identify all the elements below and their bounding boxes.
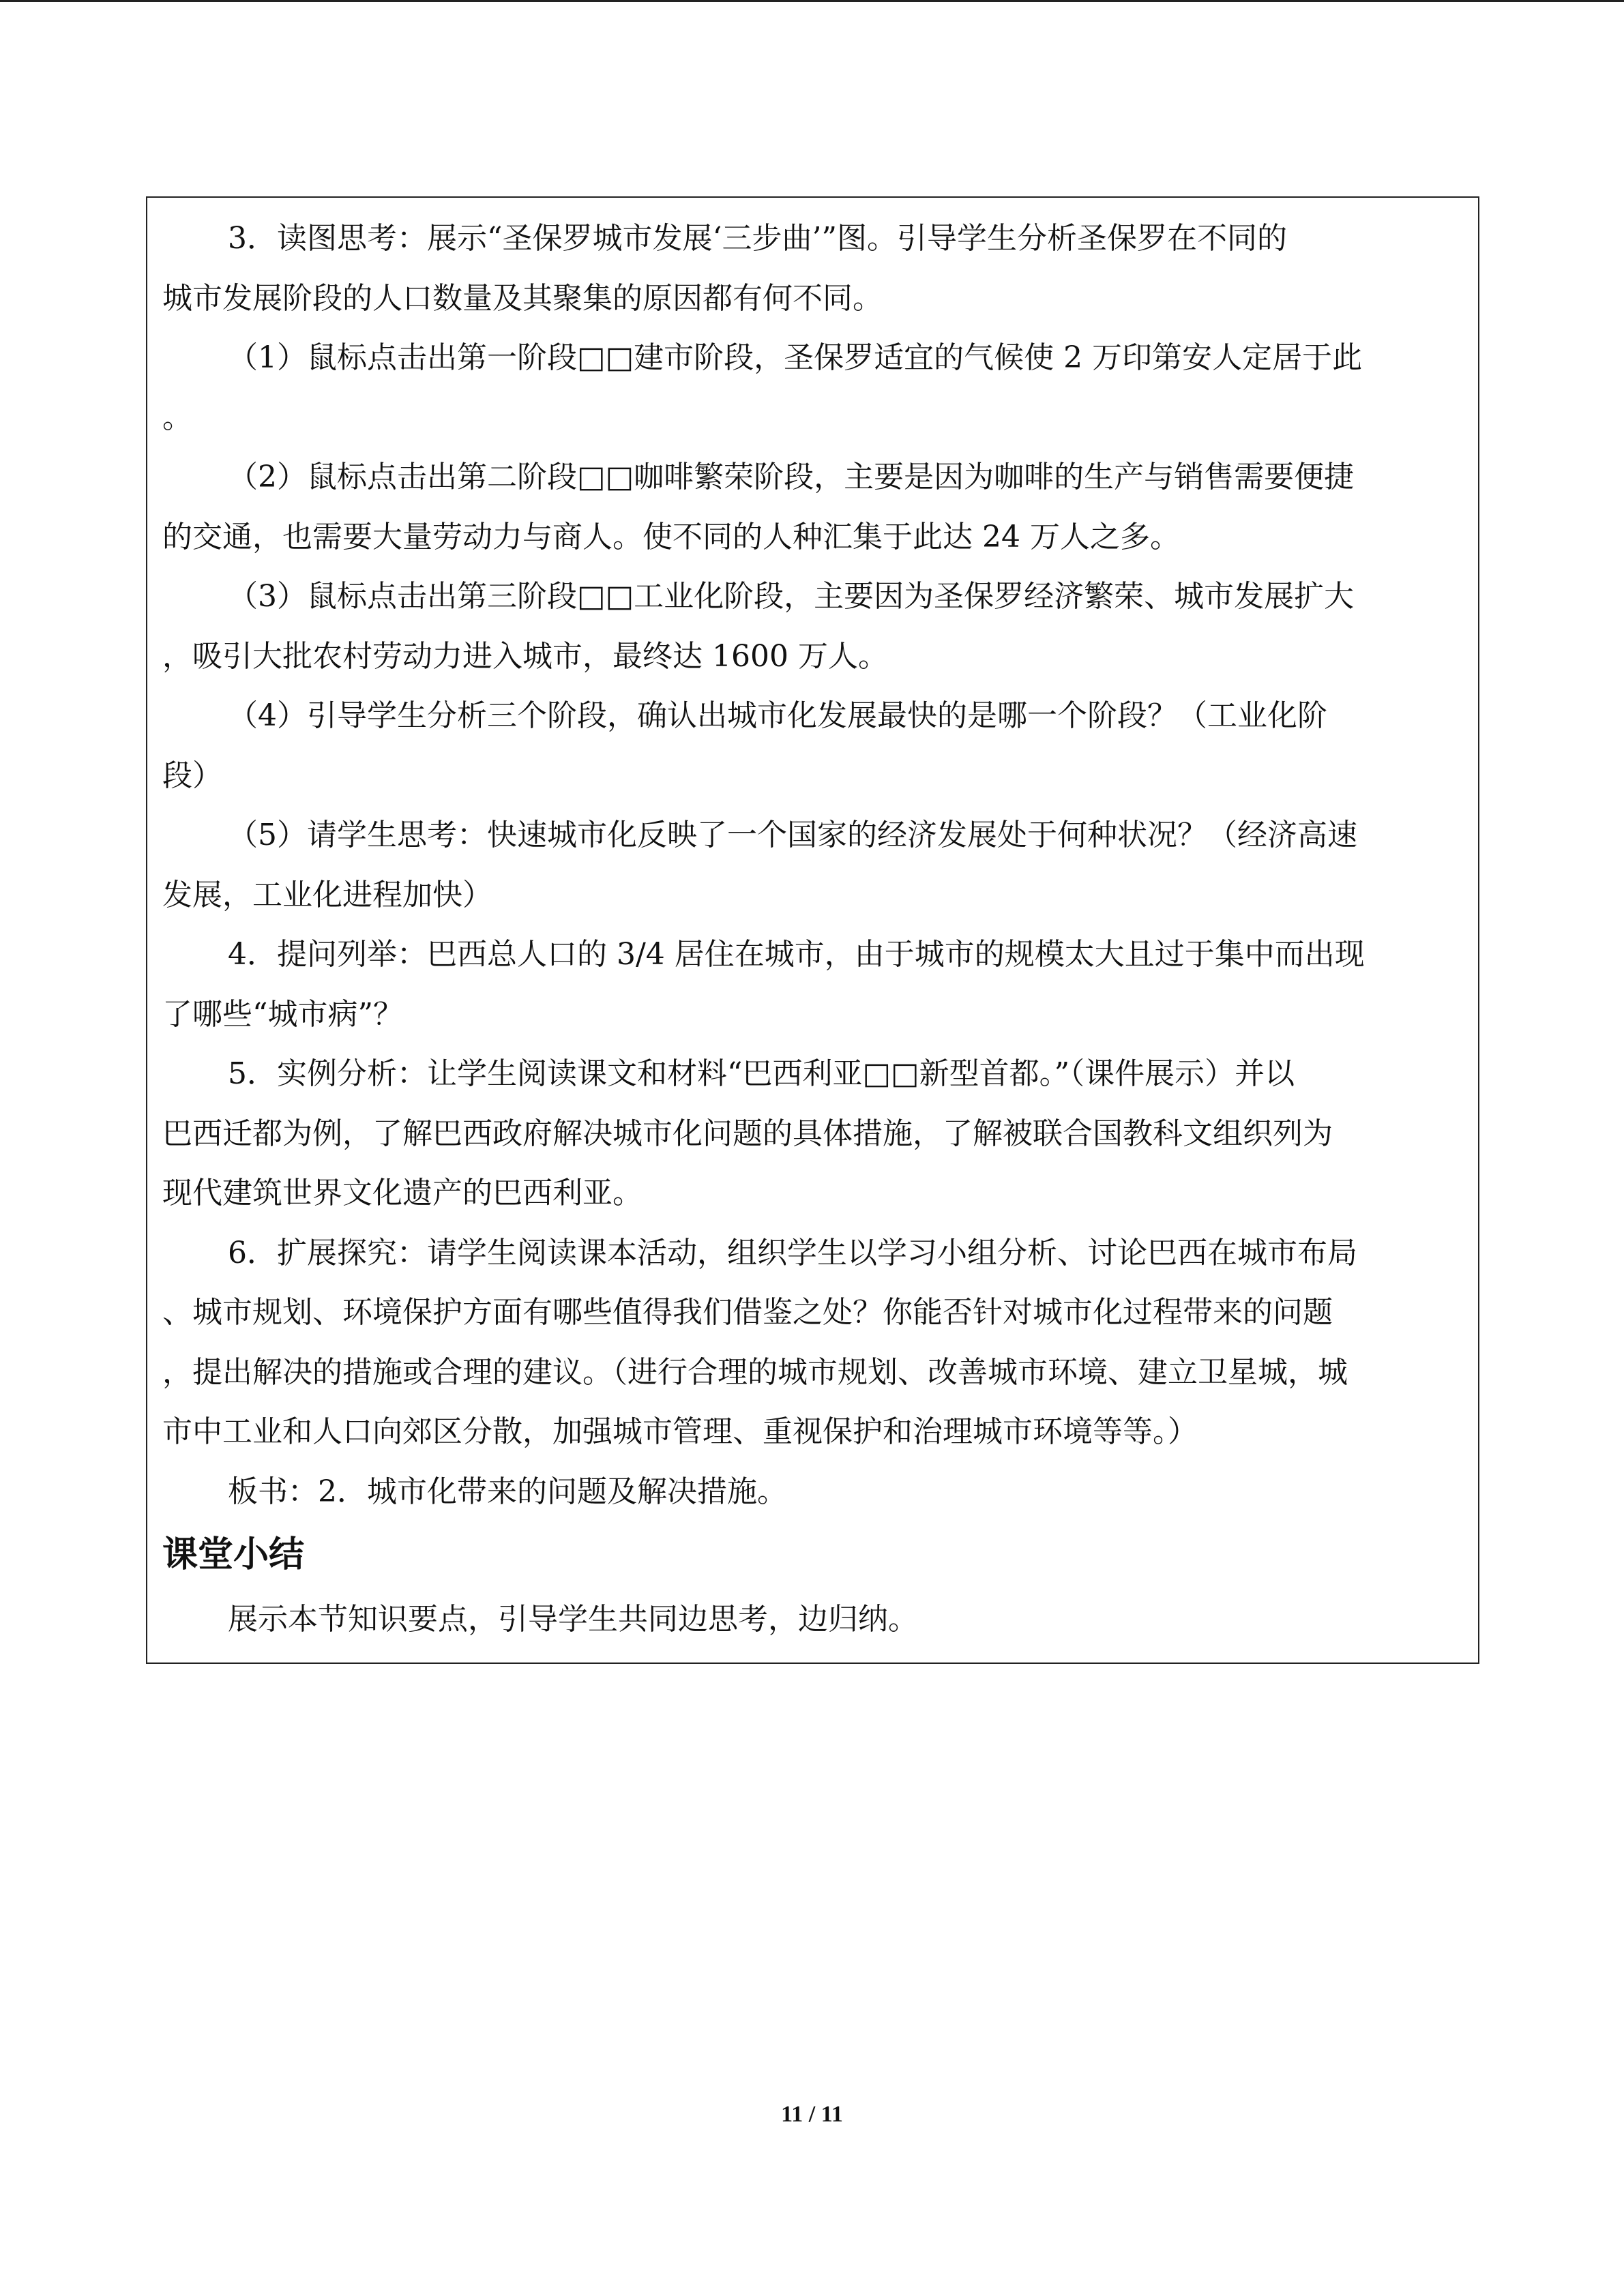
body-line: 市中工业和人口向郊区分散，加强城市管理、重视保护和治理城市环境等等。） xyxy=(162,1414,1198,1449)
body-line: 、城市规划、环境保护方面有哪些值得我们借鉴之处？你能否针对城市化过程带来的问题 xyxy=(162,1295,1333,1330)
body-line: （2）鼠标点击出第二阶段□□咖啡繁荣阶段，主要是因为咖啡的生产与销售需要便捷 xyxy=(228,460,1355,494)
page-number: 11 / 11 xyxy=(781,2102,843,2127)
body-line: （4）引导学生分析三个阶段，确认出城市化发展最快的是哪一个阶段？（工业化阶 xyxy=(228,698,1327,733)
body-line: 5．实例分析：让学生阅读课文和材料“巴西利亚□□新型首都。”（课件展示）并以 xyxy=(228,1056,1295,1091)
body-line: 巴西迁都为例，了解巴西政府解决城市化问题的具体措施，了解被联合国教科文组织列为 xyxy=(162,1116,1333,1151)
summary-heading: 课堂小结 xyxy=(162,1534,305,1575)
body-line: （3）鼠标点击出第三阶段□□工业化阶段，主要因为圣保罗经济繁荣、城市发展扩大 xyxy=(228,579,1355,614)
summary-text: 展示本节知识要点，引导学生共同边思考，边归纳。 xyxy=(228,1602,918,1637)
body-line: 发展，工业化进程加快） xyxy=(162,878,492,912)
body-line: 。 xyxy=(162,400,192,435)
lesson-content-box xyxy=(146,196,1479,1664)
body-line: 6．扩展探究：请学生阅读课本活动，组织学生以学习小组分析、讨论巴西在城市布局 xyxy=(228,1236,1357,1270)
body-line: 4．提问列举：巴西总人口的 3/4 居住在城市，由于城市的规模太大且过于集中而出现 xyxy=(228,937,1365,972)
body-line: 现代建筑世界文化遗产的巴西利亚。 xyxy=(162,1176,643,1210)
body-line: 的交通，也需要大量劳动力与商人。使不同的人种汇集于此达 24 万人之多。 xyxy=(162,520,1180,554)
body-line: 3．读图思考：展示“圣保罗城市发展‘三步曲’”图。引导学生分析圣保罗在不同的 xyxy=(228,221,1287,256)
page-top-rule xyxy=(0,0,1624,2)
body-line: 板书：2．城市化带来的问题及解决措施。 xyxy=(228,1474,787,1509)
body-line: 城市发展阶段的人口数量及其聚集的原因都有何不同。 xyxy=(162,281,883,316)
body-line: ，吸引大批农村劳动力进入城市，最终达 1600 万人。 xyxy=(162,639,888,674)
body-line: 了哪些“城市病”？ xyxy=(162,997,403,1032)
body-line: 段） xyxy=(162,758,222,793)
body-line: ，提出解决的措施或合理的建议。（进行合理的城市规划、改善城市环境、建立卫星城，城 xyxy=(162,1355,1348,1390)
body-line: （1）鼠标点击出第一阶段□□建市阶段，圣保罗适宜的气候使 2 万印第安人定居于此 xyxy=(228,340,1363,375)
body-line: （5）请学生思考：快速城市化反映了一个国家的经济发展处于何种状况？（经济高速 xyxy=(228,818,1357,852)
